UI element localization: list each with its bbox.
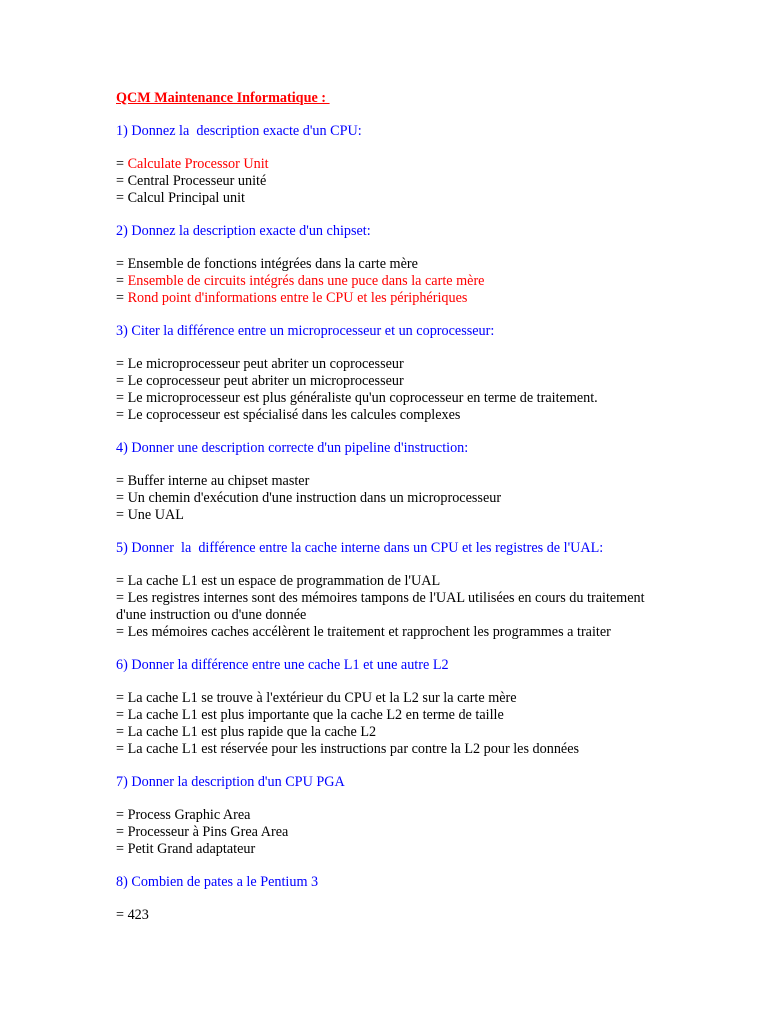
answer-option: = Petit Grand adaptateur [116,841,256,857]
answer-option: = Les registres internes sont des mémoires tampons de l'UAL utilisées en cours du traitement d'une instruction ou d'une donnée [116,590,645,623]
question-7: 7) Donner la description d'un CPU PGA [116,774,345,790]
answer-text: La cache L1 se trouve à l'extérieur du CPU et la L2 sur la carte mère [127,690,517,706]
answer-list-7 [116,807,676,858]
answer-option: = Rond point d'informations entre le CPU et les périphériques [116,290,468,306]
answer-option: = Calcul Principal unit [116,190,245,206]
answer-text: Calcul Principal unit [127,190,245,206]
document-title: QCM Maintenance Informatique : [116,90,330,106]
answer-text: Calculate Processor Unit [127,156,269,172]
answer-text: Rond point d'informations entre le CPU et les périphériques [127,290,468,306]
answer-option: = Buffer interne au chipset master [116,473,310,489]
answer-option: = 423 [116,907,149,923]
answer-text: Petit Grand adaptateur [127,841,256,857]
answer-text: Process Graphic Area [127,807,251,823]
answer-option: = Ensemble de circuits intégrés dans une puce dans la carte mère [116,273,485,289]
answer-option: = Le microprocesseur est plus généraliste qu'un coprocesseur en terme de traitement. [116,390,598,406]
answer-text: La cache L1 est plus rapide que la cache L2 [127,724,377,740]
answer-option: = Calculate Processor Unit [116,156,269,172]
answer-list-1 [116,156,676,207]
question-8: 8) Combien de pates a le Pentium 3 [116,874,319,890]
answer-list-4 [116,473,676,524]
answer-text: Le coprocesseur peut abriter un microprocesseur [127,373,404,389]
answer-text: 423 [127,907,149,923]
answer-text: La cache L1 est réservée pour les instructions par contre la L2 pour les données [127,741,580,757]
answer-option: = La cache L1 est réservée pour les instructions par contre la L2 pour les données [116,741,580,757]
answer-text: Central Processeur unité [127,173,267,189]
answer-option: = Le coprocesseur peut abriter un microprocesseur [116,373,404,389]
answer-text: Ensemble de circuits intégrés dans une puce dans la carte mère [127,273,485,289]
answer-option: = Un chemin d'exécution d'une instruction dans un microprocesseur [116,490,502,506]
answer-option: = Le coprocesseur est spécialisé dans les calcules complexes [116,407,461,423]
answer-option: = Une UAL [116,507,184,523]
answer-text: Ensemble de fonctions intégrées dans la carte mère [127,256,418,272]
answer-text: Buffer interne au chipset master [127,473,310,489]
answer-list-5 [116,573,676,641]
question-6: 6) Donner la différence entre une cache L1 et une autre L2 [116,657,449,673]
answer-option: = Les mémoires caches accélèrent le traitement et rapprochent les programmes a traiter [116,624,611,640]
answer-list-6 [116,690,676,758]
answer-option: = Central Processeur unité [116,173,267,189]
answer-text: La cache L1 est plus importante que la cache L2 en terme de taille [127,707,504,723]
answer-option: = Ensemble de fonctions intégrées dans la carte mère [116,256,418,272]
answer-text: Le coprocesseur est spécialisé dans les calcules complexes [127,407,461,423]
question-list [116,123,676,924]
document-content [116,90,676,940]
answer-text: Processeur à Pins Grea Area [127,824,289,840]
question-3: 3) Citer la différence entre un microprocesseur et un coprocesseur: [116,323,495,339]
answer-list-3 [116,356,676,424]
question-4: 4) Donner une description correcte d'un pipeline d'instruction: [116,440,469,456]
answer-option: = Process Graphic Area [116,807,251,823]
answer-option: = La cache L1 est un espace de programmation de l'UAL [116,573,441,589]
question-2: 2) Donnez la description exacte d'un chipset: [116,223,371,239]
answer-text: Les mémoires caches accélèrent le traitement et rapprochent les programmes a traiter [127,624,611,640]
answer-text: Le microprocesseur peut abriter un coprocesseur [127,356,404,372]
question-1: 1) Donnez la description exacte d'un CPU: [116,123,362,139]
answer-option: = Le microprocesseur peut abriter un coprocesseur [116,356,404,372]
answer-text: Les registres internes sont des mémoires tampons de l'UAL utilisées en cours du traitement d'une instruction ou d'une donnée [116,590,645,623]
answer-option: = La cache L1 est plus importante que la cache L2 en terme de taille [116,707,504,723]
answer-text: Une UAL [127,507,184,523]
question-5: 5) Donner la différence entre la cache interne dans un CPU et les registres de l'UAL: [116,540,604,556]
answer-text: La cache L1 est un espace de programmation de l'UAL [127,573,441,589]
answer-text: Le microprocesseur est plus généraliste qu'un coprocesseur en terme de traitement. [127,390,598,406]
answer-option: = Processeur à Pins Grea Area [116,824,289,840]
answer-option: = La cache L1 se trouve à l'extérieur du CPU et la L2 sur la carte mère [116,690,517,706]
answer-list-8 [116,907,676,924]
answer-text: Un chemin d'exécution d'une instruction dans un microprocesseur [127,490,502,506]
answer-list-2 [116,256,676,307]
answer-option: = La cache L1 est plus rapide que la cache L2 [116,724,377,740]
